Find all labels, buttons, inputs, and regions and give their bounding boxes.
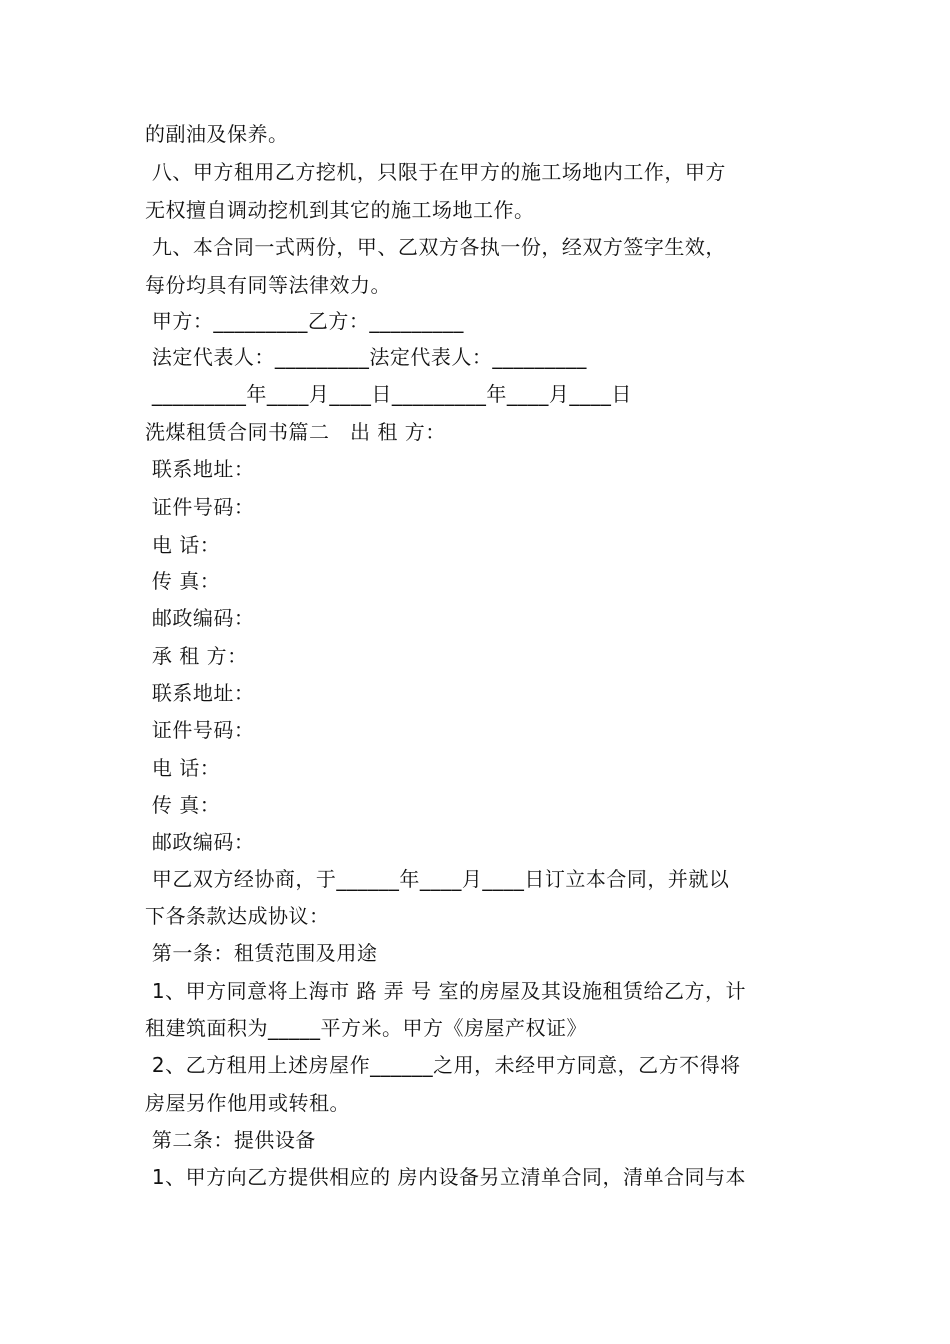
form-field-label: 联系地址：	[145, 457, 255, 481]
form-field-label: 证件号码：	[145, 718, 255, 742]
form-field-label: 传 真：	[145, 569, 221, 593]
text-line: 1、甲方同意将上海市 路 弄 号 室的房屋及其设施租赁给乙方，计	[145, 979, 747, 1003]
text-line: 九、本合同一式两份，甲、乙双方各执一份，经双方签字生效，	[145, 235, 726, 259]
signature-line: 甲方：_________乙方：_________	[145, 309, 464, 333]
text-line: 八、甲方租用乙方挖机，只限于在甲方的施工场地内工作，甲方	[145, 160, 726, 184]
form-field-label: 邮政编码：	[145, 606, 255, 630]
date-line: _________年____月____日_________年____月____日	[145, 382, 632, 406]
text-line: 下各条款达成协议：	[145, 904, 330, 928]
form-field-label: 邮政编码：	[145, 830, 255, 854]
text-line: 2、乙方租用上述房屋作______之用，未经甲方同意，乙方不得将	[145, 1053, 741, 1077]
form-field-label: 证件号码：	[145, 495, 255, 519]
text-line: 甲乙双方经协商，于______年____月____日订立本合同，并就以	[145, 867, 730, 891]
text-line: 租建筑面积为_____平方米。甲方《房屋产权证》	[145, 1016, 587, 1040]
form-field-label: 承 租 方：	[145, 644, 248, 668]
clause-heading: 第二条：提供设备	[145, 1128, 316, 1152]
signature-line: 法定代表人：_________法定代表人：_________	[145, 345, 587, 369]
text-line: 1、甲方向乙方提供相应的 房内设备另立清单合同，清单合同与本	[145, 1165, 746, 1189]
text-line: 每份均具有同等法律效力。	[145, 273, 391, 297]
form-field-label: 联系地址：	[145, 681, 255, 705]
clause-heading: 第一条：租赁范围及用途	[145, 941, 378, 965]
form-field-label: 传 真：	[145, 793, 221, 817]
form-field-label: 电 话：	[145, 533, 221, 557]
section-heading: 洗煤租赁合同书篇二 出 租 方：	[145, 420, 446, 444]
form-field-label: 电 话：	[145, 756, 221, 780]
text-line: 无权擅自调动挖机到其它的施工场地工作。	[145, 198, 535, 222]
text-line: 的副油及保养。	[145, 122, 289, 146]
text-line: 房屋另作他用或转租。	[145, 1091, 350, 1115]
